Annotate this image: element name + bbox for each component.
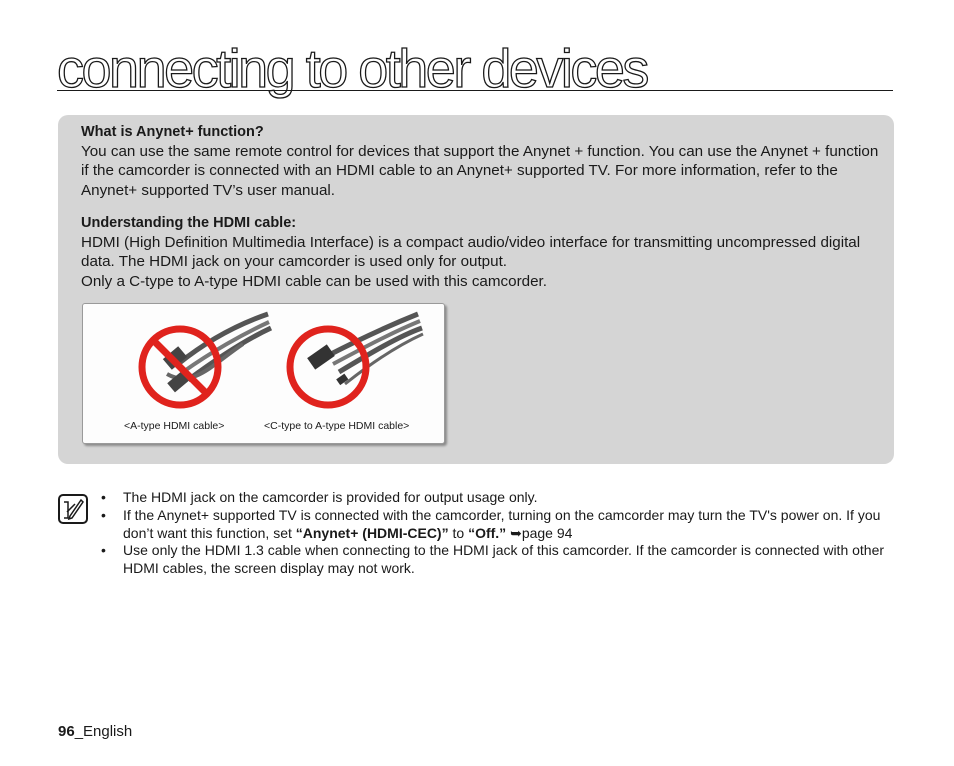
off-setting-value: “Off.” xyxy=(468,524,507,541)
page-ref-arrow-icon: ➥ xyxy=(510,524,522,541)
anynet-section xyxy=(81,123,881,200)
anynet-text: You can use the same remote control for devices that support the Anynet + function. You can use the Anynet + function if the camcorder is connected with an HDMI cable to an Anynet+ supported TV. For more information, refer to the Anynet+ supported TV’s user manual. xyxy=(81,143,879,199)
caption-a-type: <A-type HDMI cable> xyxy=(124,420,225,432)
info-box xyxy=(58,115,894,464)
hdmi-section xyxy=(81,214,881,291)
note-text-1: The HDMI jack on the camcorder is provided for output usage only. xyxy=(123,489,538,505)
note-item xyxy=(101,507,891,543)
note-connector: to xyxy=(448,524,469,541)
hdmi-text-1: HDMI (High Definition Multimedia Interface) is a compact audio/video interface for transmitting uncompressed digital data. The HDMI jack on your camcorder is used only for output. xyxy=(81,234,861,271)
page-title: connecting to other devices xyxy=(57,39,647,99)
note-text-3: Use only the HDMI 1.3 cable when connecting to the HDMI jack of this camcorder. If the camcorder is connected with other HDMI cables, the screen display may not work. xyxy=(123,542,885,577)
hdmi-heading: Understanding the HDMI cable: xyxy=(81,215,297,231)
page-number: 96 xyxy=(58,723,75,740)
note-item xyxy=(101,489,891,507)
caption-c-type: <C-type to A-type HDMI cable> xyxy=(264,420,410,432)
notes-list xyxy=(101,489,891,578)
hdmi-text-2: Only a C-type to A-type HDMI cable can be used with this camcorder. xyxy=(81,272,547,290)
title-rule xyxy=(57,90,893,91)
footer-language: _English xyxy=(74,723,133,740)
note-item xyxy=(101,542,891,578)
anynet-heading: What is Anynet+ function? xyxy=(81,124,264,140)
note-text-2: If the Anynet+ supported TV is connected with the camcorder, turning on the camcorder may turn the TV's power on. If you don’t want this function, set xyxy=(123,506,881,541)
page-footer xyxy=(58,723,132,740)
cable-illustration-panel xyxy=(82,303,445,444)
note-pencil-icon xyxy=(58,494,88,524)
circle-icon xyxy=(290,329,366,405)
page-reference: page 94 xyxy=(521,524,573,541)
anynet-setting-name: “Anynet+ (HDMI-CEC)” xyxy=(295,524,449,541)
